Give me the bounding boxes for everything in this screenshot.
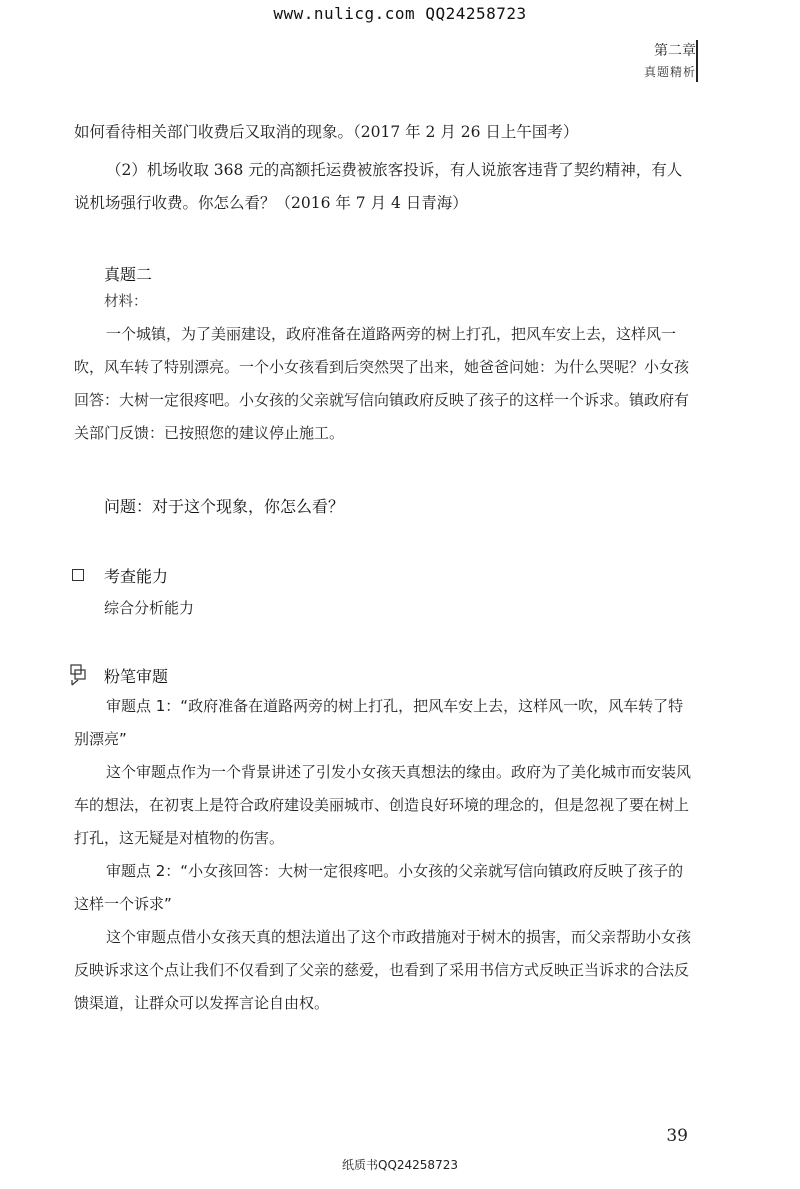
ability-title: 考查能力 bbox=[104, 567, 169, 586]
continuation-line: 如何看待相关部门收费后又取消的现象。（2017 年 2 月 26 日上午国考） bbox=[74, 123, 579, 141]
review-point-2-label: 审题点 2：“小女孩回答：大树一定很疼吧。小女孩的父亲就写信向镇政府反映了孩子的这样一个诉求” bbox=[74, 862, 684, 913]
bottom-watermark: 纸质书QQ24258723 bbox=[342, 1158, 458, 1172]
review-title: 粉笔审题 bbox=[104, 667, 169, 686]
section-title: 真题精析 bbox=[643, 65, 696, 79]
review-point-1-text: 这个审题点作为一个背景讲述了引发小女孩天真想法的缘由。政府为了美化城市而安装风车的想法，在初衷上是符合政府建设美丽城市、创造良好环境的理念的，但是忽视了要在树上打孔，这无疑是对植物的伤害。 bbox=[74, 763, 692, 847]
square-outline-icon bbox=[72, 569, 84, 581]
review-point-1-label: 审题点 1：“政府准备在道路两旁的树上打孔，把风车安上去，这样风一吹，风车转了特别漂亮” bbox=[74, 697, 684, 748]
question-item-2: （2）机场收取 368 元的高额托运费被旅客投诉，有人说旅客违背了契约精神，有人说机场强行收费。你怎么看？（2016 年 7 月 4 日青海） bbox=[74, 161, 683, 212]
header-rule bbox=[696, 40, 698, 82]
material-label: 材料： bbox=[104, 294, 148, 310]
top-watermark: www.nulicg.com QQ24258723 bbox=[273, 4, 527, 23]
question-prompt: 问题：对于这个现象，你怎么看？ bbox=[104, 497, 345, 516]
review-point-2-text: 这个审题点借小女孩天真的想法道出了这个市政措施对于树木的损害，而父亲帮助小女孩反映诉求这个点让我们不仅看到了父亲的慈爱，也看到了采用书信方式反映正当诉求的合法反馈渠道，让群众可以发挥言论自由权。 bbox=[74, 928, 692, 1012]
notebook-icon bbox=[70, 664, 86, 686]
material-text: 一个城镇，为了美丽建设，政府准备在道路两旁的树上打孔，把风车安上去，这样风一吹，风车转了特别漂亮。一个小女孩看到后突然哭了出来，她爸爸问她：为什么哭呢？小女孩回答：大树一定很疼吧。小女孩的父亲就写信向镇政府反映了孩子的这样一个诉求。镇政府有关部门反馈：已按照您的建议停止施工。 bbox=[74, 325, 690, 442]
question-title: 真题二 bbox=[104, 265, 153, 284]
running-header bbox=[644, 40, 696, 82]
page-number: 39 bbox=[666, 1126, 688, 1146]
chapter-title: 第二章 bbox=[654, 43, 696, 59]
ability-value: 综合分析能力 bbox=[104, 599, 195, 617]
